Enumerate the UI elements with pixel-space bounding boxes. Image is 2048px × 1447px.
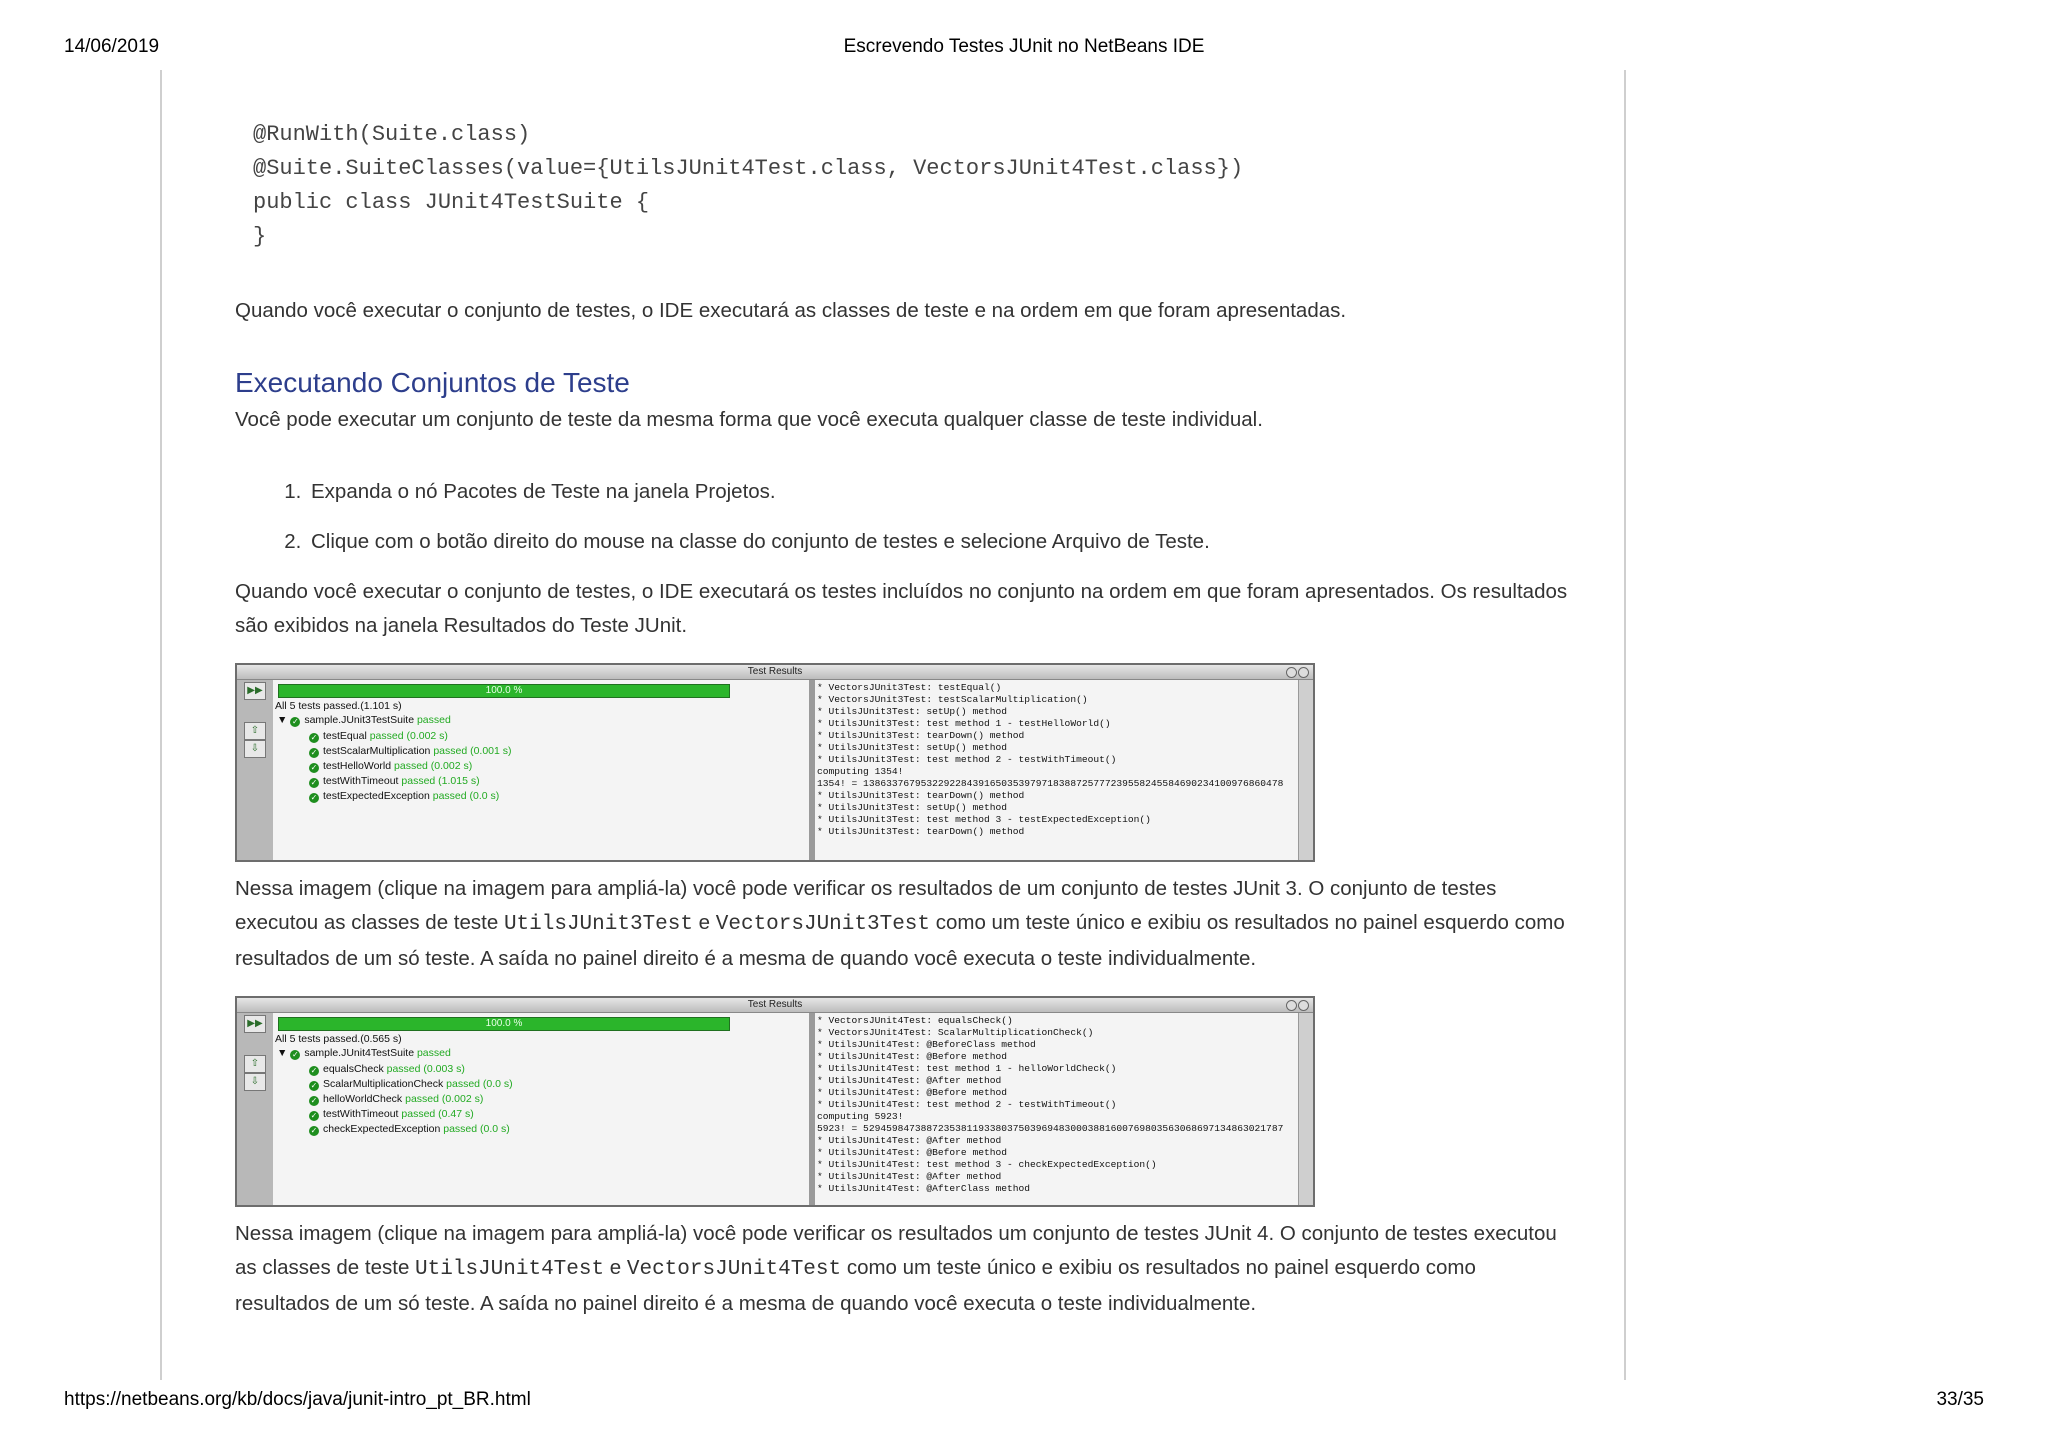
article-content — [235, 118, 1575, 1321]
output-text: * VectorsJUnit3Test: testEqual() * VectorsJUnit3Test: testScalarMultiplication() * UtilsJUnit3Test: setUp() method * UtilsJUnit3Test: test method 1 - testHelloWorld() * UtilsJUnit3Test: tearDown() method * UtilsJUnit3Test: setUp() method * UtilsJUnit3Test: test method 2 - testWithTimeout() computing 1354! 1354! = 1386337679532292284391650353979718388725777239558245584690234100976860478 * UtilsJUnit3Test: tearDown() method * UtilsJUnit3Test: setUp() method * UtilsJUnit3Test: test method 3 - testExpectedException() * UtilsJUnit3Test: tearDown() method — [817, 682, 1284, 837]
previous-failure-icon: ⇧ — [244, 722, 266, 740]
close-icon — [1298, 1000, 1309, 1011]
class-name: VectorsJUnit4Test — [626, 1258, 842, 1281]
junit3-results-screenshot[interactable] — [235, 663, 1315, 862]
check-icon: ✓ — [310, 1111, 318, 1120]
summary-line: All 5 tests passed.(0.565 s) — [275, 1033, 402, 1045]
class-name: UtilsJUnit3Test — [503, 913, 693, 936]
paragraph-run-suite: Você pode executar um conjunto de teste da mesma forma que você executa qualquer classe de teste individual. — [235, 408, 1263, 431]
test-node: ✓ testScalarMultiplication passed (0.001 s) — [310, 745, 512, 757]
test-node: ✓ testWithTimeout passed (1.015 s) — [310, 775, 480, 787]
test-node: ✓ testExpectedException passed (0.0 s) — [310, 790, 500, 802]
print-header — [64, 36, 1984, 66]
next-failure-icon: ⇩ — [244, 740, 266, 758]
check-icon: ✓ — [310, 1066, 318, 1075]
summary-line: All 5 tests passed.(1.101 s) — [275, 700, 402, 712]
check-icon: ✓ — [310, 778, 318, 787]
source-url: https://netbeans.org/kb/docs/java/junit-intro_pt_BR.html — [64, 1389, 531, 1410]
window-titlebar — [237, 998, 1313, 1013]
output-text: * VectorsJUnit4Test: equalsCheck() * VectorsJUnit4Test: ScalarMultiplicationCheck() * UtilsJUnit4Test: @BeforeClass method * UtilsJUnit4Test: @Before method * UtilsJUnit4Test: test method 1 - helloWorldCheck() * UtilsJUnit4Test: @After method * UtilsJUnit4Test: @Before method * UtilsJUnit4Test: test method 2 - testWithTimeout() computing 5923! 5923! = 5294598473887235381193380375039694830003881600769803563068697134863021787 * UtilsJUnit4Test: @After method * UtilsJUnit4Test: @Before method * UtilsJUnit4Test: test method 3 - checkExpectedException() * UtilsJUnit4Test: @After method * UtilsJUnit4Test: @AfterClass method — [817, 1015, 1284, 1194]
left-margin-rule — [160, 70, 162, 1380]
class-name: UtilsJUnit4Test — [415, 1258, 605, 1281]
rerun-icon: ▶▶ — [244, 1015, 266, 1033]
junit4-results-screenshot[interactable] — [235, 996, 1315, 1207]
scrollbar[interactable] — [1298, 680, 1313, 860]
check-icon: ✓ — [310, 1096, 318, 1105]
test-node: ✓ helloWorldCheck passed (0.002 s) — [310, 1093, 484, 1105]
class-name: VectorsJUnit3Test — [715, 913, 931, 936]
output-pane — [815, 680, 1299, 860]
toolbar-strip — [237, 680, 273, 860]
check-icon: ✓ — [310, 763, 318, 772]
check-icon: ✓ — [291, 1050, 299, 1059]
test-node: ✓ testEqual passed (0.002 s) — [310, 730, 448, 742]
check-icon: ✓ — [310, 793, 318, 802]
check-icon: ✓ — [310, 1126, 318, 1135]
steps-list — [235, 475, 1575, 559]
results-tree — [273, 680, 815, 860]
paragraph-suite-order: Quando você executar o conjunto de testes, o IDE executará as classes de teste e na ordem em que foram apresentadas. — [235, 299, 1347, 322]
check-icon: ✓ — [310, 1081, 318, 1090]
minimize-icon — [1286, 1000, 1297, 1011]
check-icon: ✓ — [291, 717, 299, 726]
list-item: 1. Expanda o nó Pacotes de Teste na janela Projetos. — [307, 475, 1575, 509]
window-title: Test Results — [747, 666, 803, 677]
caption-junit4: Nessa imagem (clique na imagem para ampliá-la) você pode verificar os resultados um conjunto de testes JUnit 4. O conjunto de testes executou as classes de teste UtilsJUnit4Test e VectorsJUnit4Test como um teste único e exibiu os resultados no painel esquerdo como resultados de um só teste. A saída no painel direito é a mesma de quando você executa o teste individualmente. — [235, 1222, 1557, 1315]
document-title: Escrevendo Testes JUnit no NetBeans IDE — [843, 36, 1205, 57]
progress-bar: 100.0 % — [278, 684, 730, 698]
test-node: ✓ testHelloWorld passed (0.002 s) — [310, 760, 473, 772]
paragraph-results: Quando você executar o conjunto de testes, o IDE executará os testes incluídos no conjunto na ordem em que foram apresentados. Os resultados são exibidos na janela Resultados do Teste JUnit. — [235, 580, 1568, 637]
scrollbar[interactable] — [1298, 1013, 1313, 1205]
right-margin-rule — [1624, 70, 1626, 1380]
toolbar-strip — [237, 1013, 273, 1205]
next-failure-icon: ⇩ — [244, 1073, 266, 1091]
suite-node: ▼ ✓ sample.JUnit3TestSuite passed — [277, 714, 451, 726]
progress-bar: 100.0 % — [278, 1017, 730, 1031]
window-titlebar — [237, 665, 1313, 680]
check-icon: ✓ — [310, 733, 318, 742]
results-tree — [273, 1013, 815, 1205]
test-node: ✓ checkExpectedException passed (0.0 s) — [310, 1123, 510, 1135]
caption-junit3: Nessa imagem (clique na imagem para ampliá-la) você pode verificar os resultados de um conjunto de testes JUnit 3. O conjunto de testes executou as classes de teste UtilsJUnit3Test e VectorsJUnit3Test como um teste único e exibiu os resultados no painel esquerdo como resultados de um só teste. A saída no painel direito é a mesma de quando você executa o teste individualmente. — [235, 877, 1565, 970]
section-heading: Executando Conjuntos de Teste — [235, 367, 630, 398]
rerun-icon: ▶▶ — [244, 682, 266, 700]
suite-node: ▼ ✓ sample.JUnit4TestSuite passed — [277, 1047, 451, 1059]
test-node: ✓ testWithTimeout passed (0.47 s) — [310, 1108, 474, 1120]
code-block: @RunWith(Suite.class) @Suite.SuiteClasses(value={UtilsJUnit4Test.class, VectorsJUnit4Test.class}) public class JUnit4TestSuite { } — [253, 122, 1244, 249]
close-icon — [1298, 667, 1309, 678]
list-item: 2. Clique com o botão direito do mouse na classe do conjunto de testes e selecione Arquivo de Teste. — [307, 525, 1575, 559]
window-title: Test Results — [747, 999, 803, 1010]
test-node: ✓ ScalarMultiplicationCheck passed (0.0 s) — [310, 1078, 513, 1090]
output-pane — [815, 1013, 1299, 1205]
print-footer — [64, 1389, 1984, 1419]
print-date: 14/06/2019 — [64, 36, 160, 57]
previous-failure-icon: ⇧ — [244, 1055, 266, 1073]
minimize-icon — [1286, 667, 1297, 678]
test-node: ✓ equalsCheck passed (0.003 s) — [310, 1063, 465, 1075]
page-number: 33/35 — [1936, 1389, 1984, 1410]
check-icon: ✓ — [310, 748, 318, 757]
